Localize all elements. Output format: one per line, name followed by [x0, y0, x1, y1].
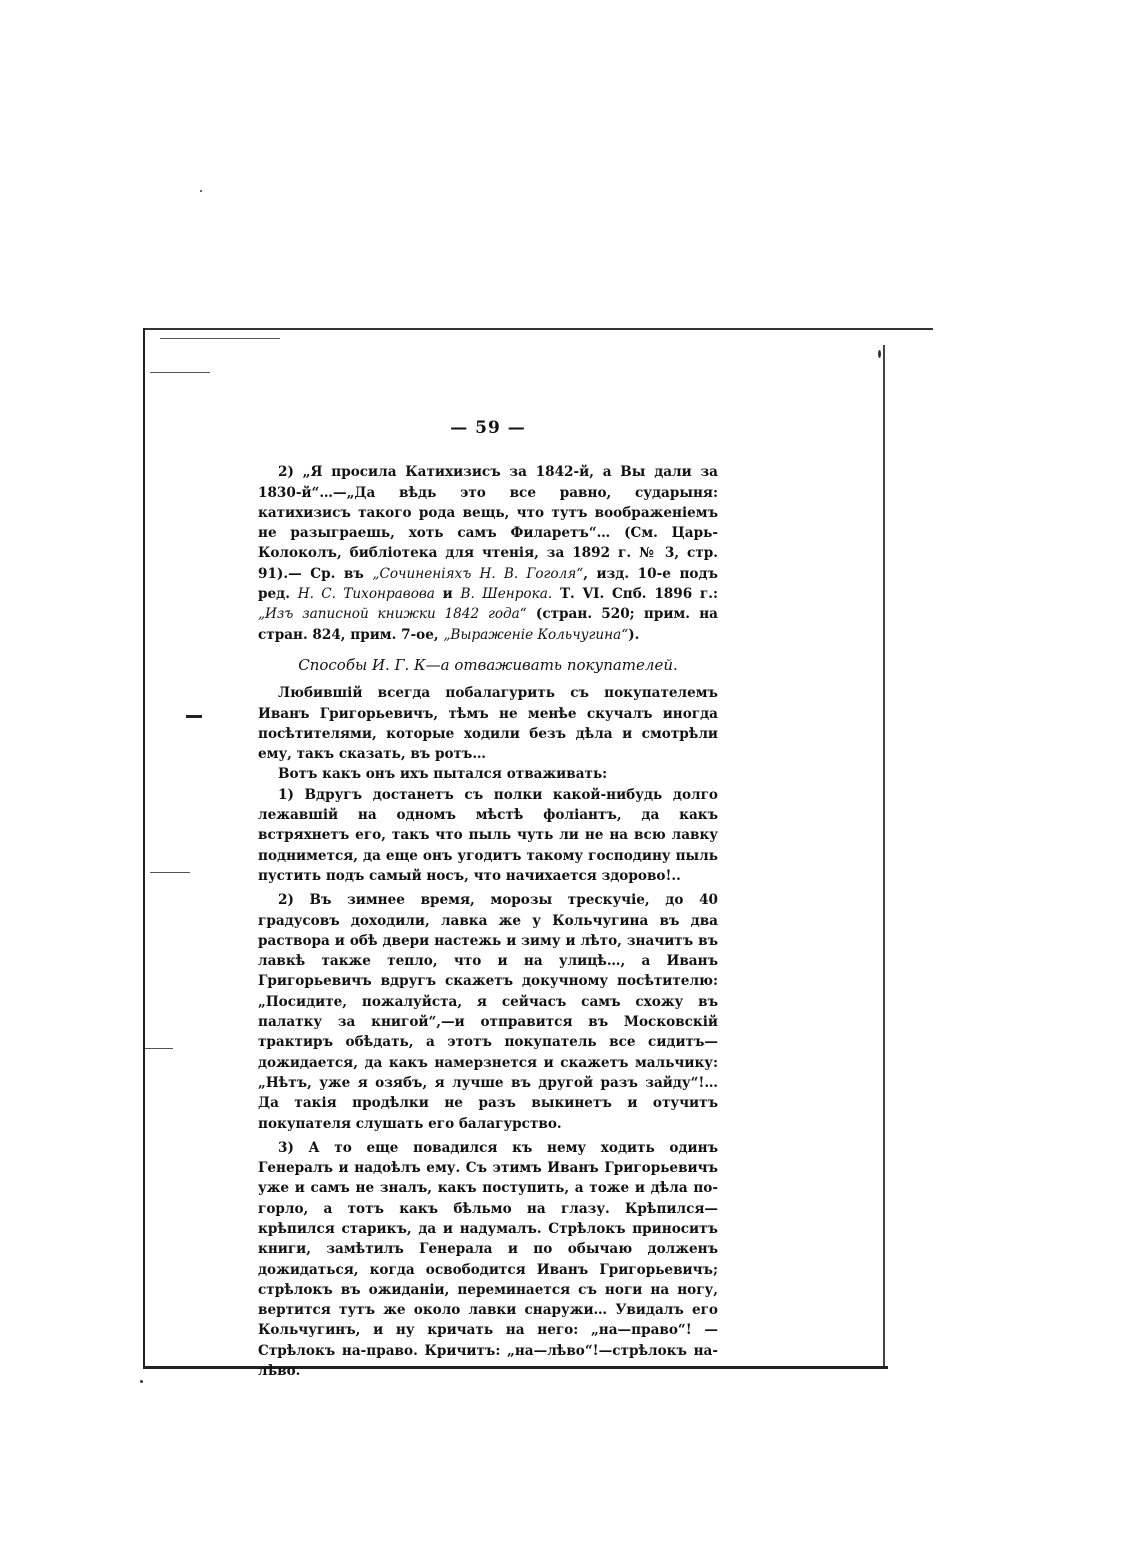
footnote-text: Т. VI. Спб. 1896 г.: [552, 586, 719, 603]
scan-noise [150, 872, 190, 873]
margin-mark [186, 715, 202, 718]
body-paragraph: 2) Въ зимнее время, морозы трескучіе, до 40 градусовъ доходили, лавка же у Кольчугина въ два раствора и обѣ двери настежь и зиму и лѣто, значитъ въ лавкѣ также тепло, что и на улицѣ…, а Иванъ Григорьевичъ вдругъ скажетъ докучному посѣтителю: „Посидите, пожалуйста, я сейчасъ самъ схожу въ палатку за книгой“,—и отправится въ Московскій трактиръ обѣдать, а этотъ покупатель все сидитъ—дожидается, да какъ намерзнется и скажетъ мальчику: „Нѣтъ, уже я озябъ, я лучше въ другой разъ зайду“!… Да такія продѣлки не разъ выкинетъ и отучитъ покупателя слушать его балагурство. [258, 892, 718, 1132]
body-paragraph: Любившій всегда побалагурить съ покупателемъ Иванъ Григорьевичъ, тѣмъ не менѣе скучалъ иногда посѣтителями, которые ходили безъ дѣла и смотрѣли ему, такъ сказать, въ ротъ… [258, 685, 718, 763]
footnote-text: (стран. 520; прим. на стран. 824, прим. 7-ое, [258, 606, 718, 643]
scan-dot [140, 1380, 143, 1383]
footnote-text: , изд. 10-е подъ ред. [258, 565, 718, 603]
body-paragraph: 1) Вдругъ достанетъ съ полки какой-нибудь долго лежавшій на одномъ мѣстѣ фоліантъ, да какъ встряхнетъ его, такъ что пыль чуть ли не на всю лавку поднимется, да еще онъ угодитъ такому господину пыль пустить подъ самый носъ, что начихается здорово!.. [258, 786, 718, 884]
footnote-italic: „Выраженіе Кольчугина“ [443, 626, 629, 643]
scan-noise [150, 372, 210, 373]
body-paragraph: Вотъ какъ онъ ихъ пытался отваживать: [278, 766, 608, 783]
scan-dot [200, 190, 202, 192]
scan-noise [160, 338, 280, 339]
footnote-italic: Н. С. Тихонравова [297, 586, 435, 603]
footnote-paragraph [258, 462, 718, 645]
frame-right-rule [883, 345, 885, 1366]
section-heading: Способы И. Г. К—а отваживать покупателей. [298, 655, 678, 674]
footnote-italic: „Изъ записной книжки 1842 года“ [258, 606, 527, 623]
footnote-text: ). [628, 626, 640, 643]
footnote-text: 2) „Я просила Катихизисъ за 1842-й, а Вы дали за 1830-й“…—„Да вѣдь это все равно, сударыня: катихизисъ такого рода вещь, что тутъ воображеніемъ не разыграешь, хоть самъ Филаретъ“… (См. Царь-Колоколъ, библіотека для чтенія, за 1892 г. № 3, стр. 91).— Ср. въ [258, 464, 718, 582]
footnote-italic: В. Шенрока. [460, 586, 553, 603]
scan-dot [878, 350, 881, 358]
footnote-text: и [434, 586, 461, 603]
text-column [258, 418, 718, 1381]
page-number: — 59 — [450, 418, 526, 438]
footnote-italic: „Сочиненіяхъ Н. В. Гоголя“ [372, 565, 584, 582]
scan-noise [145, 1048, 173, 1049]
body-paragraph: 3) А то еще повадился къ нему ходить одинъ Генералъ и надоѣлъ ему. Съ этимъ Иванъ Григорьевичъ уже и самъ не зналъ, какъ поступить, а тоже и дѣла по-горло, а тотъ какъ бѣльмо на глазу. Крѣпился—крѣпился старикъ, да и надумалъ. Стрѣлокъ приноситъ книги, замѣтилъ Генерала и по обычаю долженъ дожидаться, когда освободится Иванъ Григорьевичъ; стрѣлокъ въ ожиданіи, переминается съ ноги на ногу, вертится тутъ же около лавки снаружи… Увидалъ его Кольчугинъ, и ну кричать на него: „на—право“! — Стрѣлокъ на-право. Кричитъ: „на—лѣво“!—стрѣлокъ на-лѣво. [258, 1139, 718, 1380]
